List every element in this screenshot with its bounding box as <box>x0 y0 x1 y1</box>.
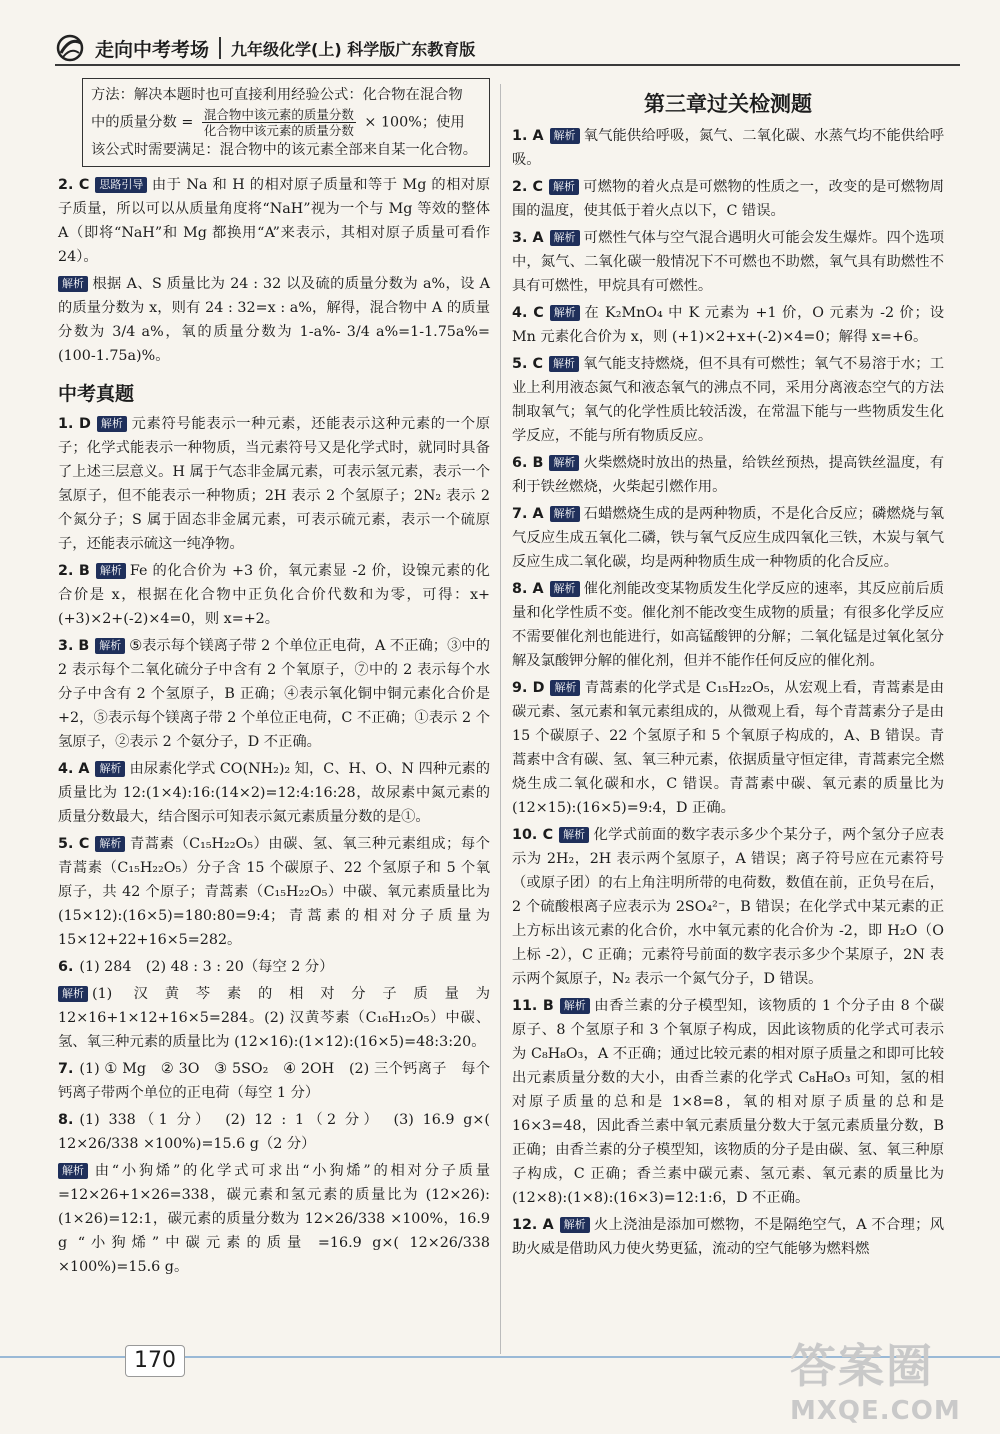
answer-item <box>512 676 944 820</box>
header-rule <box>55 64 960 66</box>
item-number: 8. <box>58 1112 74 1128</box>
analysis-tag: 解析 <box>95 836 125 852</box>
item-text: 火柴燃烧时放出的热量，给铁丝预热，提高铁丝温度，有利于铁丝燃烧，火柴起引燃作用。 <box>512 455 944 495</box>
answer-item <box>58 1057 490 1105</box>
answer-item <box>58 982 490 1054</box>
page-number: 170 <box>125 1345 185 1377</box>
analysis-tag: 解析 <box>58 1163 88 1179</box>
analysis-tag: 解析 <box>95 638 125 654</box>
watermark <box>790 1330 980 1425</box>
fraction-denominator: 化合物中该元素的质量分数 <box>203 123 354 138</box>
book-subtitle: 九年级化学(上) 科学版广东教育版 <box>231 39 476 59</box>
item-number: 2. B <box>58 563 90 579</box>
item-number: 7. A <box>512 506 544 522</box>
item-text: 元素符号能表示一种元素，还能表示这种元素的一个原子；化学式能表示一种物质，当元素符号又是化学式时，就同时具备了上述三层意义。H 属于气态非金属元素，可表示氢元素，表示一个氢原子，但不能表示一种物质；2H 表示 2 个氢原子；2N₂ 表示 2 个氮分子；S 属于固态非金属元素，可表示硫元素，表示一个硫原子，还能表示硫这一纯净物。 <box>58 416 490 552</box>
answer-item-2-analysis <box>58 272 490 368</box>
left-answer-list <box>58 412 490 1279</box>
answer-item <box>58 1108 490 1156</box>
analysis-tag: 解析 <box>549 179 579 195</box>
analysis-tag: 解析 <box>550 128 580 144</box>
header-divider <box>219 37 221 59</box>
answer-item <box>512 577 944 673</box>
analysis-tag: 解析 <box>550 305 580 321</box>
item-number: 12. A <box>512 1217 554 1233</box>
item-number: 3. A <box>512 230 544 246</box>
item-number: 6. <box>58 959 74 975</box>
method-formula-prefix: 中的质量分数 = <box>91 114 194 131</box>
answer-item <box>512 175 944 223</box>
item-number: 9. D <box>512 680 545 696</box>
analysis-tag: 解析 <box>96 563 126 579</box>
hint-tag: 思路引导 <box>95 177 147 193</box>
analysis-tag: 解析 <box>550 506 580 522</box>
item-text: Fe 的化合价为 +3 价，氧元素显 -2 价，设镍元素的化合价是 x，根据在化合物中正负化合价代数和为零，可得：x+(+3)×2+(-2)×4=0，则 x=+2。 <box>58 563 490 627</box>
analysis-tag: 解析 <box>560 1217 590 1233</box>
item-text: 可燃性气体与空气混合遇明火可能会发生爆炸。四个选项中，氮气、二氧化碳一般情况下不可燃也不助燃，氧气具有助燃性不具有可燃性，甲烷具有可燃性。 <box>512 230 945 294</box>
chapter-title: 第三章过关检测题 <box>644 92 812 116</box>
brand-logo-icon <box>55 33 85 63</box>
answer-item <box>58 412 490 556</box>
right-answer-list <box>512 124 944 1261</box>
analysis-tag: 解析 <box>97 416 127 432</box>
item-text: 在 K₂MnO₄ 中 K 元素为 +1 价，O 元素为 -2 价；设 Mn 元素化合价为 x，则 (+1)×2+x+(-2)×4=0；解得 x=+6。 <box>512 305 944 345</box>
item-number: 2. C <box>512 179 543 195</box>
analysis-tag: 解析 <box>549 455 579 471</box>
answer-item <box>58 559 490 631</box>
right-column <box>512 78 944 1264</box>
method-formula-suffix: × 100%；使用 <box>364 114 465 131</box>
brand-name: 走向中考考场 <box>95 38 210 61</box>
watermark-url: MXQE.COM <box>790 1396 961 1426</box>
answer-item <box>512 301 944 349</box>
answer-item <box>512 226 944 298</box>
analysis-tag: 解析 <box>550 680 580 696</box>
answer-item <box>58 634 490 754</box>
item-text: ⑤表示每个镁离子带 2 个单位正电荷，A 不正确；③中的 2 表示每个二氧化硫分子中含有 2 个氧原子，⑦中的 2 表示每个水分子中含有 2 个氢原子，B 正确；④表示氧化铜中铜元素化合价是 +2，⑤表示每个镁离子带 2 个单位正电荷，C 不正确；①表示 2 个氢原子，②表示 2 个氨分子，D 不正确。 <box>58 638 490 750</box>
fraction-numerator: 混合物中该元素的质量分数 <box>203 107 354 122</box>
method-line-1: 方法：解决本题时也可直接利用经验公式：化合物在混合物 <box>91 87 463 103</box>
item-number: 1. D <box>58 416 91 432</box>
item-number: 5. C <box>512 356 543 372</box>
item-text: 石蜡燃烧生成的是两种物质，不是化合反应；磷燃烧与氧气反应生成五氧化二磷，铁与氧气反应生成四氧化三铁，木炭与氧气反应生成二氧化碳，均是两种物质生成一种物质的化合反应。 <box>512 506 945 570</box>
item-number: 8. A <box>512 581 544 597</box>
item-number: 3. B <box>58 638 90 654</box>
item-text: 根据 A、S 质量比为 24 : 32 以及硫的质量分数为 a%，设 A 的质量分数为 x，则有 24 : 32=x : a%，解得，混合物中 A 的质量分数为 3/4 a%，氧的质量分数为 1-a%- 3/4 a%=1-1.75a%=(100-1.75a)%。 <box>58 276 490 364</box>
watermark-text: 答案圈 <box>790 1339 934 1393</box>
answer-item <box>58 1159 490 1279</box>
item-text: 火上浇油是添加可燃物，不是隔绝空气，A 不合理；风助火威是借助风力使火势更猛，流动的空气能够为燃料燃 <box>512 1217 944 1257</box>
item-text: (1) ① Mg ② 3O ③ 5SO₂ ④ 2OH (2) 三个钙离子 每个钙离子带两个单位的正电荷（每空 1 分） <box>58 1061 490 1101</box>
answer-item <box>512 352 944 448</box>
analysis-tag: 解析 <box>550 230 580 246</box>
item-number: 4. A <box>58 761 90 777</box>
analysis-tag: 解析 <box>58 276 88 292</box>
item-text: 氧气能供给呼吸，氮气、二氧化碳、水蒸气均不能供给呼吸。 <box>512 128 945 168</box>
column-divider <box>500 84 501 1354</box>
left-column <box>58 78 490 1282</box>
answer-item <box>58 955 490 979</box>
item-number: 6. B <box>512 455 544 471</box>
item-text: 催化剂能改变某物质发生化学反应的速率，其反应前后质量和化学性质不变。催化剂不能改变生成物的质量；有很多化学反应不需要催化剂也能进行，如高锰酸钾的分解；二氧化锰是过氧化氢分解及氯酸钾分解的催化剂，但并不能作任何反应的催化剂。 <box>512 581 945 669</box>
answer-item <box>512 124 944 172</box>
item-number: 4. C <box>512 305 544 321</box>
method-box <box>82 78 490 167</box>
item-number: 5. C <box>58 836 90 852</box>
item-number: 7. <box>58 1061 74 1077</box>
item-text: 可燃物的着火点是可燃物的性质之一，改变的是可燃物周围的温度，使其低于着火点以下，C 错误。 <box>512 179 944 219</box>
method-line-3: 该公式时需要满足：混合物中的该元素全部来自某一化合物。 <box>91 142 478 158</box>
answer-item <box>512 451 944 499</box>
analysis-tag: 解析 <box>549 356 579 372</box>
item-number: 10. C <box>512 827 554 843</box>
analysis-tag: 解析 <box>95 761 125 777</box>
item-text: (1) 汉黄芩素的相对分子质量为 12×16+1×12+16×5=284。(2) 汉黄芩素（C₁₆H₁₂O₅）中碳、氢、氧三种元素的质量比为 (12×16):(1×12):(16×5)=48:3:20。 <box>58 986 490 1050</box>
item-text: 由香兰素的分子模型知，该物质的 1 个分子由 8 个碳原子、8 个氢原子和 3 个氧原子构成，因此该物质的化学式可表示为 C₈H₈O₃，A 不正确；通过比较元素的相对原子质量之和即可比较出元素质量分数的大小，由香兰素的化学式 C₈H₈O₃ 可知，氢的相对原子质量的总和是 1×8=8，氧的相对原子质量的总和是 16×3=48，因此香兰素中氧元素质量分数大于氢元素质量分数，B 正确；由香兰素的分子模型知，该物质的分子是由碳、氢、氧三种原子构成，C 正确；香兰素中碳元素、氢元素、氧元素的质量比为 (12×8):(1×8):(16×3)=12:1:6，D 不正确。 <box>512 998 944 1206</box>
section-title: 中考真题 <box>58 383 135 405</box>
analysis-tag: 解析 <box>559 827 589 843</box>
item-text: (1) 284 (2) 48 : 3 : 20（每空 2 分） <box>79 959 334 975</box>
analysis-tag: 解析 <box>560 998 590 1014</box>
item-text: 由尿素化学式 CO(NH₂)₂ 知，C、H、O、N 四种元素的质量比为 12:(1×4):16:(14×2)=12:4:16:28，故尿素中氮元素的质量分数最大，结合图示可知表示氮元素质量分数的是①。 <box>58 761 490 825</box>
item-text: 青蒿素的化学式是 C₁₅H₂₂O₅，从宏观上看，青蒿素是由碳元素、氢元素和氧元素组成的，从微观上看，每个青蒿素分子是由 15 个碳原子、22 个氢原子和 5 个氧原子构成的，A、B 错误。青蒿素中含有碳、氢、氧三种元素，依据质量守恒定律，青蒿素完全燃烧生成二氧化碳和水，C 错误。青蒿素中碳、氧元素的质量比为 (12×15):(16×5)=9:4，D 正确。 <box>512 680 944 816</box>
analysis-tag: 解析 <box>550 581 580 597</box>
answer-item <box>58 757 490 829</box>
method-formula-fraction <box>202 107 356 138</box>
item-text: 由“小狗烯”的化学式可求出“小狗烯”的相对分子质量=12×26+1×26=338，碳元素和氢元素的质量比为 (12×26):(1×26)=12:1，碳元素的质量分数为 12×26/338 ×100%，16.9 g “小狗烯”中碳元素的质量 =16.9 g×( 12×26/338 ×100%)=15.6 g。 <box>58 1163 490 1275</box>
method-line-2 <box>91 107 481 138</box>
item-text: 由于 Na 和 H 的相对原子质量和等于 Mg 的相对原子质量，所以可以从质量角度将“NaH”视为一个与 Mg 等效的整体 A（即将“NaH”和 Mg 都换用“A”来表示，其相对原子质量可看作 24）。 <box>58 177 490 265</box>
item-number: 2. C <box>58 177 90 193</box>
item-number: 11. B <box>512 998 554 1014</box>
item-number: 1. A <box>512 128 544 144</box>
answer-item-2 <box>58 173 490 269</box>
page-header <box>55 28 955 68</box>
answer-item <box>512 502 944 574</box>
analysis-tag: 解析 <box>58 986 88 1002</box>
item-text: (1) 338（1 分） (2) 12 : 1（2 分） (3) 16.9 g×( 12×26/338 ×100%)=15.6 g（2 分） <box>58 1112 490 1152</box>
answer-item <box>58 832 490 952</box>
item-text: 青蒿素（C₁₅H₂₂O₅）由碳、氢、氧三种元素组成；每个青蒿素（C₁₅H₂₂O₅）分子含 15 个碳原子、22 个氢原子和 5 个氧原子，共 42 个原子；青蒿素（C₁₅H₂₂O₅）中碳、氧元素质量比为 (15×12):(16×5)=180:80=9:4；青蒿素的相对分子质量为 15×12+22+16×5=282。 <box>58 836 490 948</box>
answer-item <box>512 994 944 1210</box>
answer-item <box>512 823 944 991</box>
item-text: 氧气能支持燃烧，但不具有可燃性；氧气不易溶于水；工业上利用液态氮气和液态氧气的沸点不同，采用分离液态空气的方法制取氧气；氧气的化学性质比较活泼，在常温下能与一些物质发生化学反应，不能与所有物质反应。 <box>512 356 944 444</box>
answer-item <box>512 1213 944 1261</box>
item-text: 化学式前面的数字表示多少个某分子，两个氢分子应表示为 2H₂，2H 表示两个氢原子，A 错误；离子符号应在元素符号（或原子团）的右上角注明所带的电荷数，数值在前，正负号在后，2 个硫酸根离子应表示为 2SO₄²⁻，B 错误；在化学式中某元素的正上方标出该元素的化合价，水中氧元素的化合价为 -2，即 H₂O（O 上标 -2），C 正确；元素符号前面的数字表示多少个某原子，2N 表示两个氮原子，N₂ 表示一个氮气分子，D 错误。 <box>512 827 945 987</box>
